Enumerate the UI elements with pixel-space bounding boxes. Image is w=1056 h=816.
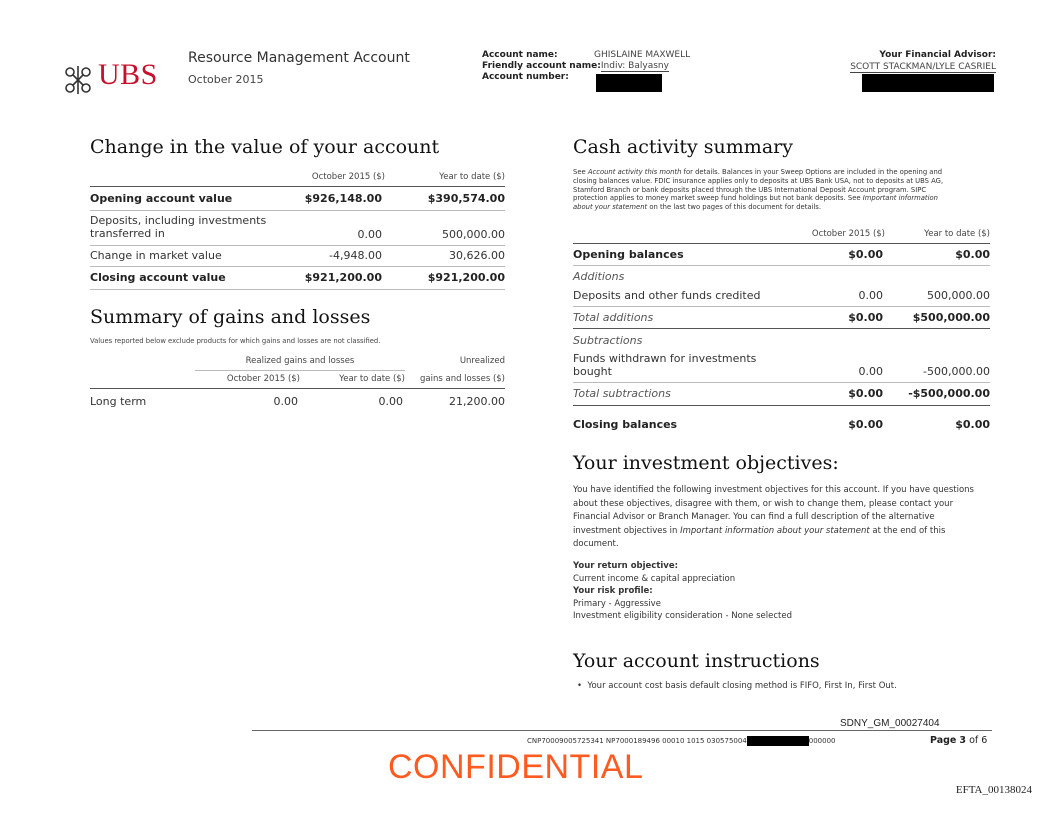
account-number-label: Account number: <box>482 72 569 82</box>
friendly-name-value: Indiv: Balyasny <box>600 61 669 71</box>
friendly-name-label: Friendly account name: <box>482 61 601 71</box>
redaction-box <box>596 74 662 92</box>
row-value-ytd: 500,000.00 <box>442 228 505 241</box>
row-label: Closing balances <box>573 418 678 431</box>
footer-divider <box>252 730 992 731</box>
row-value-month: 0.00 <box>858 365 883 378</box>
row-label: Change in market value <box>90 249 222 262</box>
row-value-unrealized: 21,200.00 <box>449 395 505 408</box>
col-header-unrealized: gains and losses ($) <box>420 374 505 384</box>
row-value-ytd: $500,000.00 <box>912 311 990 324</box>
row-label: Total additions <box>573 311 654 324</box>
row-value-month: $0.00 <box>848 387 883 400</box>
page-indicator: Page 3 of 6 <box>930 735 988 746</box>
cash-note: See Account activity this month for details. Balances in your Sweep Options are included in the opening and closing balances value. FDIC insurance applies only to deposits at UBS Bank USA, not to deposits at UBS AG, Stamford Branch or bank deposits placed through the UBS International Deposit Account program. SIPC protection applies to money market sweep fund holdings but not bank deposits. See Important information about your statement on the last two pages of this document for details. <box>573 168 944 212</box>
statement-period: October 2015 <box>188 73 264 86</box>
redaction-box <box>747 736 809 746</box>
objectives-details <box>573 560 792 623</box>
row-label: Funds withdrawn for investments bought <box>573 352 757 378</box>
subtractions-label: Subtractions <box>573 334 643 347</box>
return-objective-value: Current income & capital appreciation <box>573 573 736 584</box>
return-objective-label: Your return objective: <box>573 561 679 571</box>
change-value-heading: Change in the value of your account <box>90 136 440 158</box>
row-label: Opening balances <box>573 248 684 261</box>
col-header-month: October 2015 ($) <box>311 172 385 182</box>
eligibility-note: Investment eligibility consideration - None selected <box>573 611 792 621</box>
row-value-month: $921,200.00 <box>304 271 382 284</box>
account-name-value: GHISLAINE MAXWELL <box>594 50 691 60</box>
row-value-ytd: $0.00 <box>955 418 990 431</box>
advisor-name: SCOTT STACKMAN/LYLE CASRIEL <box>850 62 996 72</box>
statement-title: Resource Management Account <box>188 50 410 66</box>
row-value-month: $0.00 <box>848 311 883 324</box>
bullet-icon: • <box>577 681 583 691</box>
row-value-ytd: $390,574.00 <box>427 192 505 205</box>
row-label: Total subtractions <box>573 387 671 400</box>
row-value-month: 0.00 <box>357 228 382 241</box>
row-label: Deposits and other funds credited <box>573 289 761 302</box>
instruction-item: • Your account cost basis default closing method is FIFO, First In, First Out. <box>577 681 897 691</box>
objectives-paragraph: You have identified the following investment objectives for this account. If you have questions about these objectives, disagree with them, or wish to change them, please contact your Financial Advisor or Branch Manager. You can find a full description of the alternative investment objectives in Important information about your statement at the end of this document. <box>573 485 974 550</box>
instructions-heading: Your account instructions <box>573 650 820 672</box>
realized-header: Realized gains and losses <box>245 356 355 366</box>
row-value-ytd: 500,000.00 <box>927 289 990 302</box>
efta-number: EFTA_00138024 <box>955 784 1032 796</box>
row-value-ytd: 0.00 <box>378 395 403 408</box>
unrealized-header: Unrealized <box>459 356 505 366</box>
advisor-label: Your Financial Advisor: <box>879 50 996 60</box>
row-label: Deposits, including investments transferred in <box>90 214 267 240</box>
gains-heading: Summary of gains and losses <box>90 306 371 328</box>
redaction-box <box>862 74 994 92</box>
col-header-ytd: Year to date ($) <box>924 229 990 239</box>
ubs-keys-logo-icon <box>62 64 94 96</box>
row-value-month: $0.00 <box>848 418 883 431</box>
cash-heading: Cash activity summary <box>573 136 793 158</box>
row-value-ytd: $0.00 <box>955 248 990 261</box>
col-header-month: October 2015 ($) <box>811 229 885 239</box>
confidential-stamp: CONFIDENTIAL <box>388 748 644 786</box>
row-value-ytd: -500,000.00 <box>923 365 990 378</box>
col-header-ytd: Year to date ($) <box>339 374 405 384</box>
additions-label: Additions <box>573 270 625 283</box>
objectives-heading: Your investment objectives: <box>573 452 839 474</box>
row-value-ytd: -$500,000.00 <box>908 387 990 400</box>
row-value-month: 0.00 <box>858 289 883 302</box>
row-value-ytd: $921,200.00 <box>427 271 505 284</box>
row-value-month: -4,948.00 <box>329 249 382 262</box>
row-label: Closing account value <box>90 271 226 284</box>
risk-profile-value: Primary - Aggressive <box>573 598 661 609</box>
row-value-month: 0.00 <box>273 395 298 408</box>
row-label: Opening account value <box>90 192 233 205</box>
document-code: CNP70009005725341 NP7000189496 00010 1015 030575004 000000 <box>527 737 836 745</box>
col-header-month: October 2015 ($) <box>226 374 300 384</box>
ubs-logo-text: UBS <box>98 58 158 91</box>
risk-profile-label: Your risk profile: <box>573 586 653 596</box>
bates-number: SDNY_GM_00027404 <box>840 718 940 729</box>
row-value-ytd: 30,626.00 <box>449 249 505 262</box>
row-value-month: $926,148.00 <box>304 192 382 205</box>
gains-note: Values reported below exclude products for which gains and losses are not classified. <box>90 337 381 345</box>
row-value-month: $0.00 <box>848 248 883 261</box>
col-header-ytd: Year to date ($) <box>439 172 505 182</box>
account-name-label: Account name: <box>482 50 558 60</box>
row-label: Long term <box>90 395 147 408</box>
